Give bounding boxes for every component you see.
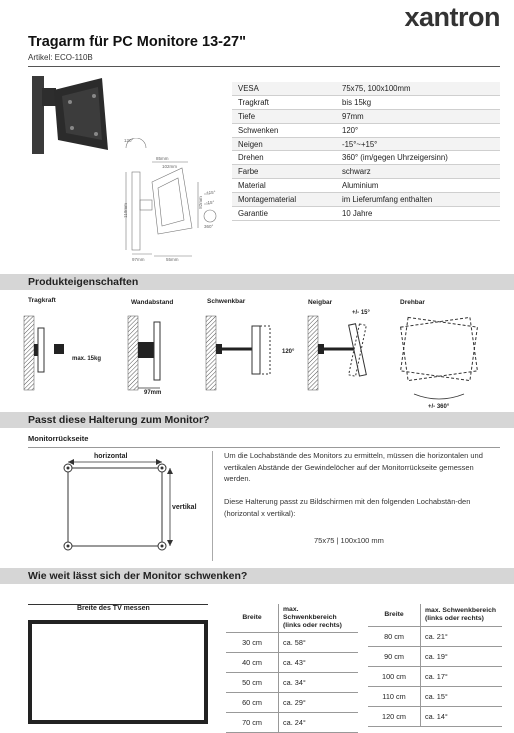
dim-bottom-b: 55mm <box>166 257 179 262</box>
spec-row <box>232 123 500 137</box>
spec-label: Material <box>232 179 336 193</box>
spec-label: Garantie <box>232 207 336 221</box>
spec-label: Montagematerial <box>232 193 336 207</box>
width-cell: 90 cm <box>368 647 421 667</box>
spec-value: schwarz <box>336 165 500 179</box>
width-cell: 50 cm <box>226 673 279 693</box>
section-band-fit <box>0 412 514 428</box>
spec-value: 120° <box>336 123 500 137</box>
spec-value: 360° (im/gegen Uhrzeigersinn) <box>336 151 500 165</box>
swing-cell: ca. 19° <box>421 647 503 667</box>
swing-cell: ca. 17° <box>421 667 503 687</box>
feature-note-neigbar: +/- 15° <box>352 310 370 316</box>
product-photo <box>28 70 110 170</box>
swing-table-1 <box>226 604 358 733</box>
spec-row <box>232 207 500 221</box>
spec-row <box>232 193 500 207</box>
fit-paragraph-2: Diese Halterung passt zu Bildschirmen mit den folgenden Lochabstän-den (horizontal x vertikal): <box>224 497 471 518</box>
dim-bottom-a: 97mm <box>132 257 145 262</box>
spec-label: Neigen <box>232 137 336 151</box>
width-cell: 80 cm <box>368 627 421 647</box>
spec-label: Drehen <box>232 151 336 165</box>
width-cell: 30 cm <box>226 633 279 653</box>
dim-angle-b: -15° <box>206 200 215 205</box>
spec-row <box>232 151 500 165</box>
feature-label-schwenkbar: Schwenkbar <box>207 298 246 305</box>
page-title: Tragarm für PC Monitore 13-27" <box>28 34 246 50</box>
table-row <box>368 687 502 707</box>
section-band-swing <box>0 568 514 584</box>
section-band-features <box>0 274 514 290</box>
spec-row <box>232 109 500 123</box>
feature-note-tragkraft: max. 15kg <box>72 356 102 362</box>
feature-label-tragkraft: Tragkraft <box>28 297 56 304</box>
dim-top-left: 120° <box>124 138 134 143</box>
article-number: Artikel: ECO-110B <box>28 53 93 62</box>
vertical-label: vertikal <box>172 504 197 511</box>
col-swing-header: max. Schwenkbereich (links oder rechts) <box>421 604 503 627</box>
section-title: Wie weit lässt sich der Monitor schwenken? <box>28 570 248 582</box>
dim-height-inner: 82mm <box>197 196 203 209</box>
col-width-header: Breite <box>368 604 421 627</box>
dim-width-inner: 102mm <box>162 164 178 169</box>
swing-cell: ca. 29° <box>279 693 359 713</box>
feature-label-drehbar: Drehbar <box>400 299 425 306</box>
feature-label-neigbar: Neigbar <box>308 299 333 306</box>
col-swing-header: max. Schwenkbereich (links oder rechts) <box>279 604 359 633</box>
feature-note-schwenkbar: 120° <box>282 349 295 355</box>
dim-angle-c: 360° <box>204 224 214 229</box>
spec-table <box>232 82 500 221</box>
brand-logo: xantron <box>404 2 500 32</box>
spec-row <box>232 95 500 109</box>
dim-height-side: 119mm <box>122 203 128 218</box>
column-divider <box>212 451 213 561</box>
table-row <box>368 667 502 687</box>
spec-label: Tragkraft <box>232 95 336 109</box>
table-row <box>226 653 358 673</box>
section-title: Produkteigenschaften <box>28 276 139 288</box>
spec-row <box>232 165 500 179</box>
feature-note-wandabstand: 97mm <box>144 390 162 396</box>
width-cell: 120 cm <box>368 707 421 727</box>
spec-label: Farbe <box>232 165 336 179</box>
swing-cell: ca. 43° <box>279 653 359 673</box>
table-row <box>368 707 502 727</box>
width-cell: 40 cm <box>226 653 279 673</box>
spec-value: 97mm <box>336 109 500 123</box>
table-row <box>226 673 358 693</box>
spec-label: Schwenken <box>232 123 336 137</box>
table-row <box>368 647 502 667</box>
spec-value: bis 15kg <box>336 95 500 109</box>
spec-label: Tiefe <box>232 109 336 123</box>
spec-value: 75x75, 100x100mm <box>336 82 500 95</box>
section-title: Passt diese Halterung zum Monitor? <box>28 414 210 426</box>
spec-value: im Lieferumfang enthalten <box>336 193 500 207</box>
feature-label-wandabstand: Wandabstand <box>131 299 174 306</box>
technical-drawing <box>118 138 222 266</box>
swing-table-2 <box>368 604 502 727</box>
width-cell: 100 cm <box>368 667 421 687</box>
table-row <box>226 713 358 733</box>
table-row <box>226 633 358 653</box>
spec-value: Aluminium <box>336 179 500 193</box>
section-divider <box>28 447 500 448</box>
col-width-header: Breite <box>226 604 279 633</box>
dim-width-top: 85mm <box>156 156 169 161</box>
fit-paragraph-1: Um die Lochabstände des Monitors zu ermitteln, müssen die horizontalen und vertikalen Abstände der Gewindelöcher auf der Monitorrückseite gemessen werden. <box>224 451 483 483</box>
swing-cell: ca. 58° <box>279 633 359 653</box>
swing-cell: ca. 24° <box>279 713 359 733</box>
table-row <box>368 627 502 647</box>
tv-width-label: Breite des TV messen <box>77 605 150 612</box>
swing-cell: ca. 21° <box>421 627 503 647</box>
spec-row <box>232 137 500 151</box>
swing-cell: ca. 34° <box>279 673 359 693</box>
spec-row <box>232 82 500 95</box>
spec-value: -15°~+15° <box>336 137 500 151</box>
table-row <box>226 693 358 713</box>
spec-value: 10 Jahre <box>336 207 500 221</box>
feature-note-drehbar: +/- 360° <box>428 404 450 410</box>
dim-angle-a: +15° <box>206 190 216 195</box>
swing-cell: ca. 14° <box>421 707 503 727</box>
swing-cell: ca. 15° <box>421 687 503 707</box>
monitor-back-heading: Monitorrückseite <box>28 434 89 443</box>
fit-sizes: 75x75 | 100x100 mm <box>314 536 384 545</box>
tv-frame <box>28 620 208 724</box>
width-cell: 60 cm <box>226 693 279 713</box>
header-divider <box>28 66 500 67</box>
spec-label: VESA <box>232 82 336 95</box>
width-cell: 110 cm <box>368 687 421 707</box>
width-cell: 70 cm <box>226 713 279 733</box>
horizontal-label: horizontal <box>94 453 128 460</box>
spec-row <box>232 179 500 193</box>
